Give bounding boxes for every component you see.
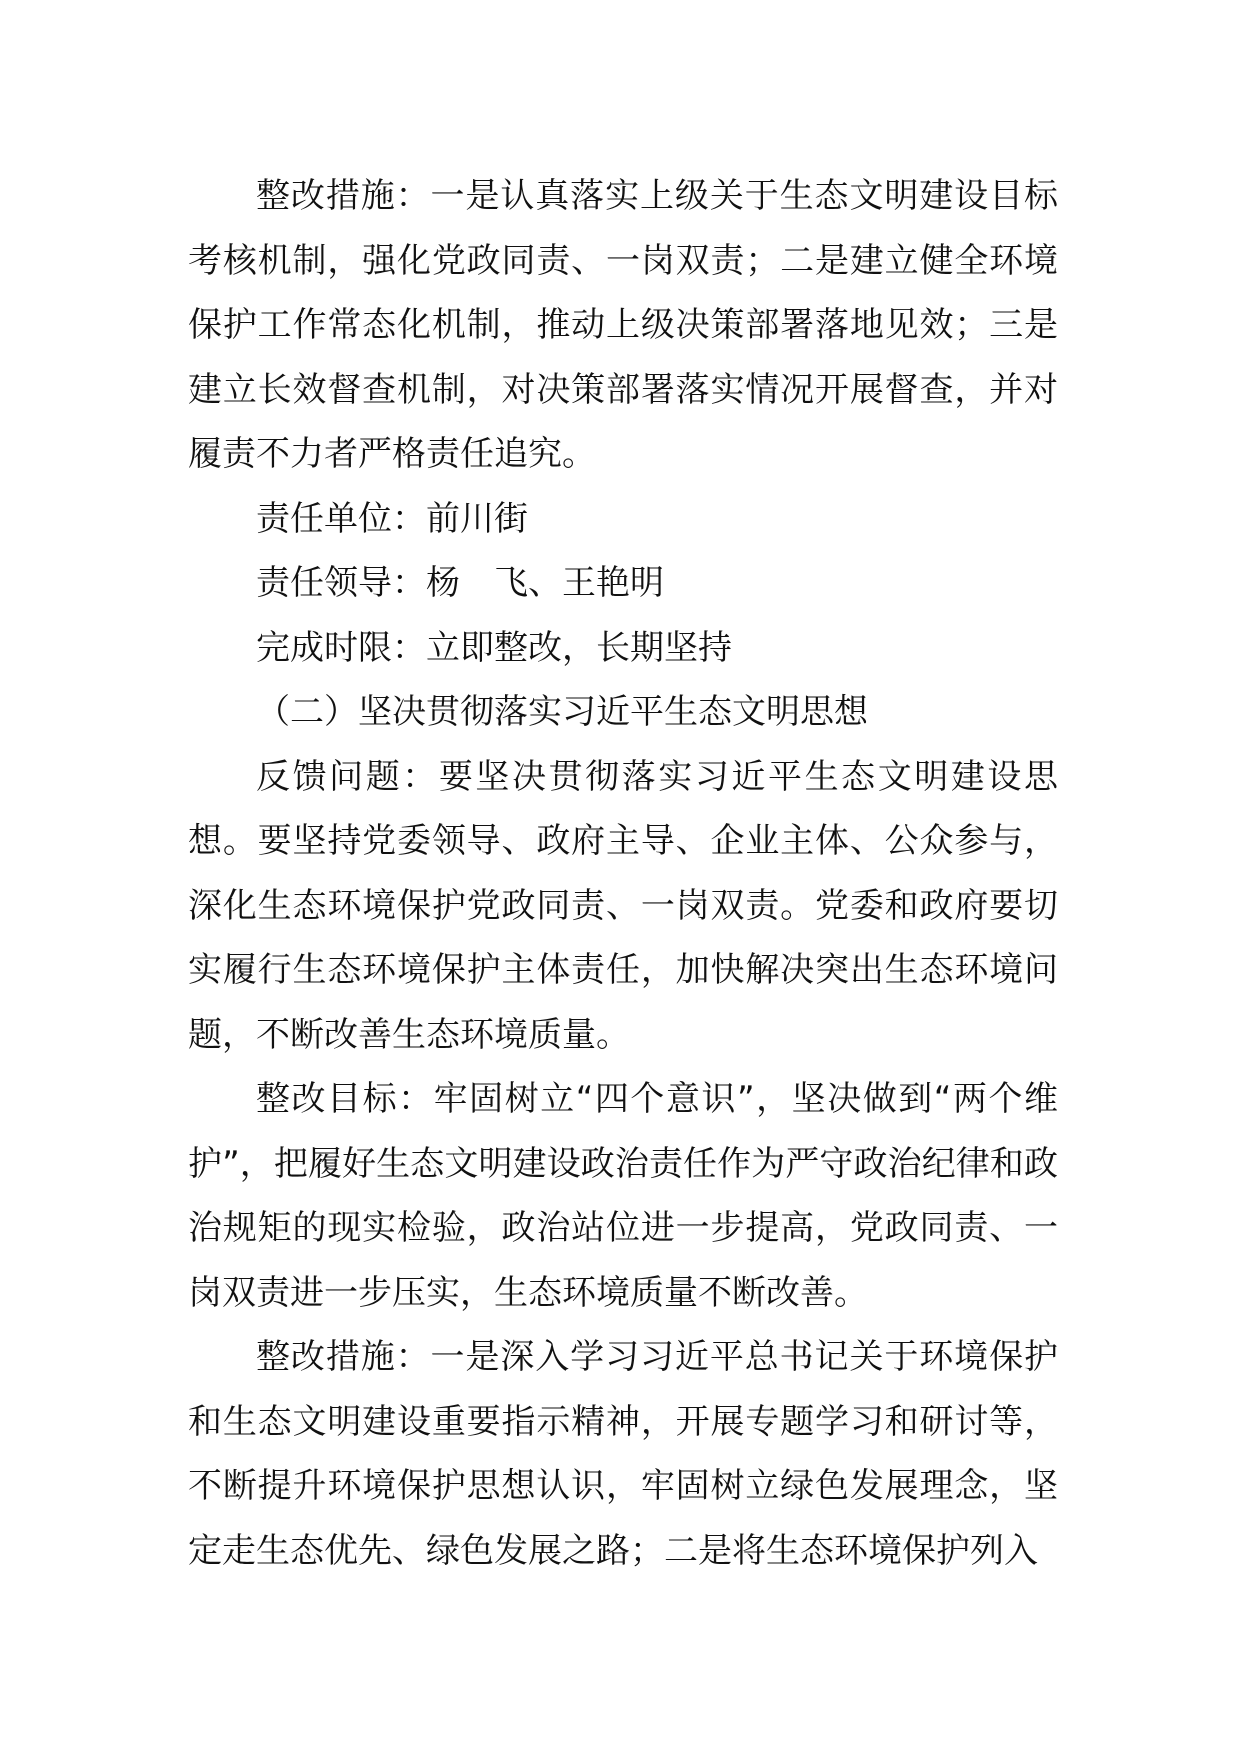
document-body	[188, 164, 1058, 1583]
paragraph-measures-1: 整改措施：一是认真落实上级关于生态文明建设目标考核机制，强化党政同责、一岗双责；二是建立健全环境保护工作常态化机制，推动上级决策部署落地见效；三是建立长效督查机制，对决策部署落实情况开展督查，并对履责不力者严格责任追究。	[188, 176, 1058, 474]
paragraph-rectification-goal: 整改目标：牢固树立“四个意识”，坚决做到“两个维护”，把履好生态文明建设政治责任作为严守政治纪律和政治规矩的现实检验，政治站位进一步提高，党政同责、一岗双责进一步压实，生态环境质量不断改善。	[188, 1079, 1058, 1313]
paragraph-measures-2: 整改措施：一是深入学习习近平总书记关于环境保护和生态文明建设重要指示精神，开展专题学习和研讨等，不断提升环境保护思想认识，牢固树立绿色发展理念，坚定走生态优先、绿色发展之路；二是将生态环境保护列入	[188, 1337, 1058, 1571]
paragraph-deadline: 完成时限：立即整改，长期坚持	[256, 627, 732, 668]
paragraph-responsible-leaders: 责任领导：杨 飞、王艳明	[256, 563, 664, 603]
paragraph-responsible-unit: 责任单位：前川街	[256, 498, 528, 539]
paragraph-feedback-issue: 反馈问题：要坚决贯彻落实习近平生态文明建设思想。要坚持党委领导、政府主导、企业主体、公众参与，深化生态环境保护党政同责、一岗双责。党委和政府要切实履行生态环境保护主体责任，加快解决突出生态环境问题，不断改善生态环境质量。	[188, 756, 1058, 1055]
section-heading: （二）坚决贯彻落实习近平生态文明思想	[256, 692, 868, 732]
